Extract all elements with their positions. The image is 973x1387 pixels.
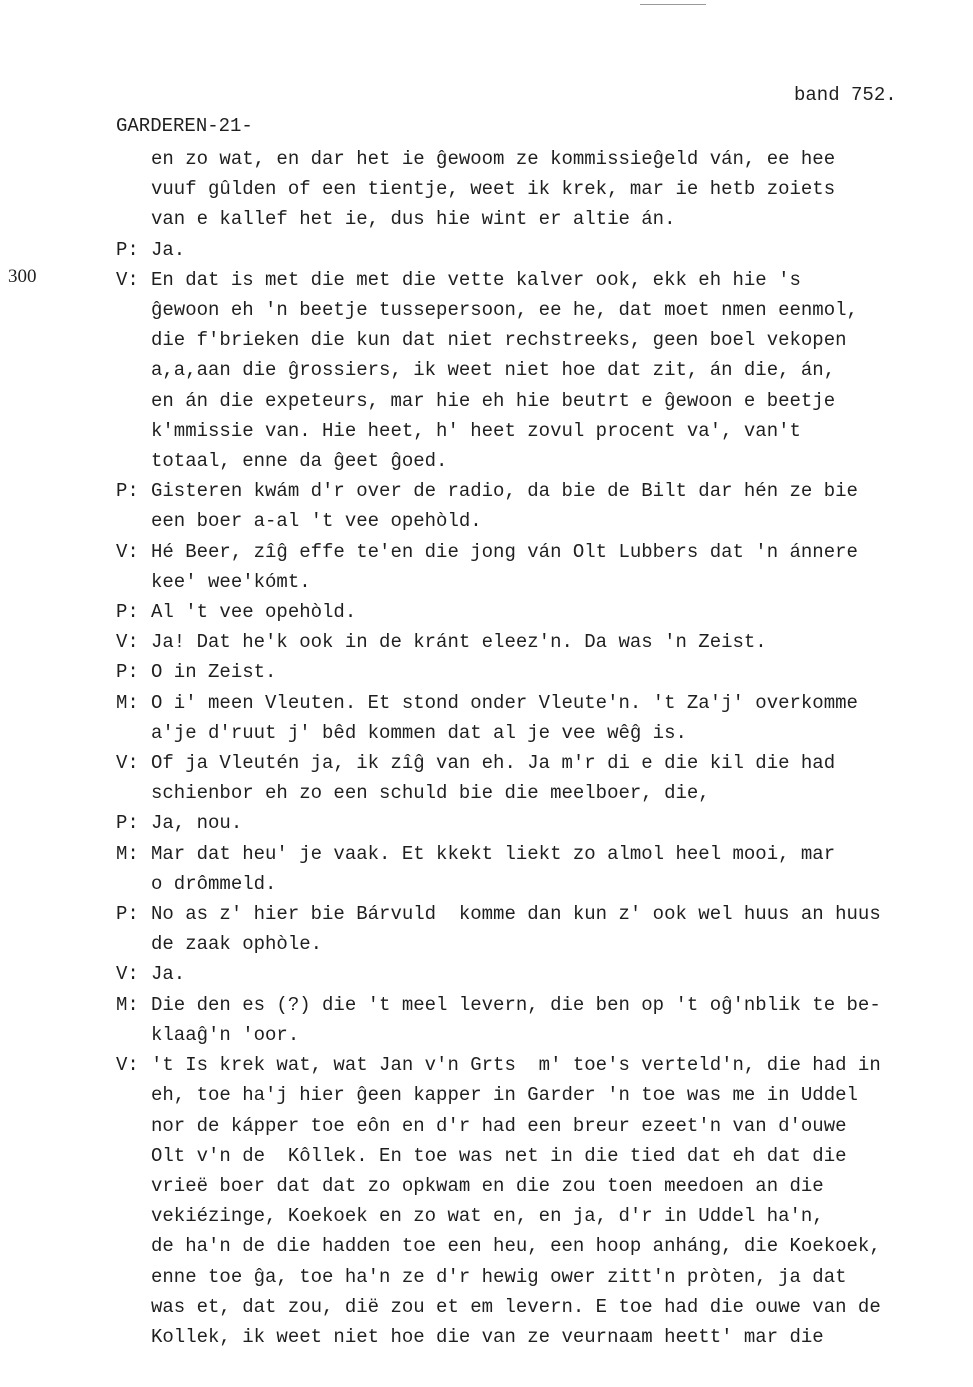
transcript-turn	[0, 537, 973, 597]
text-line: Mar dat heu' je vaak. Et kkekt liekt zo almol heel mooi, mar	[151, 842, 836, 865]
speaker-label: V:	[116, 752, 139, 775]
text-line: Ja! Dat he'k ook in de kránt eleez'n. Da was 'n Zeist.	[151, 631, 767, 654]
speaker-label: P:	[116, 480, 139, 503]
text-line: 't Is krek wat, wat Jan v'n Grts m' toe's verteld'n, die had in	[151, 1054, 881, 1077]
turn-text	[151, 235, 951, 265]
speaker-label: M:	[116, 842, 139, 865]
speaker-label: M:	[116, 691, 139, 714]
scan-mark	[640, 4, 706, 5]
text-line: kee' wee'kómt.	[151, 570, 311, 593]
turn-text	[151, 990, 951, 1050]
text-line: van e kallef het ie, dus hie wint er altie án.	[151, 208, 676, 231]
turn-text	[151, 597, 951, 627]
transcript-body	[0, 144, 973, 1352]
text-line: Kollek, ik weet niet hoe die van ze veurnaam heett' mar die	[151, 1325, 824, 1348]
speaker-label: M:	[116, 993, 139, 1016]
transcript-turn	[0, 899, 973, 959]
text-line: en án die expeteurs, mar hie eh hie beutrt e ĝewoon e beetje	[151, 389, 836, 412]
text-line: O in Zeist.	[151, 661, 277, 684]
text-line: enne toe ĝa, toe ha'n ze d'r hewig ower zitt'n pròten, ja dat	[151, 1265, 847, 1288]
speaker-label: P:	[116, 238, 139, 261]
speaker-label: P:	[116, 812, 139, 835]
transcript-turn	[0, 235, 973, 265]
text-line: schienbor eh zo een schuld bie die meelboer, die,	[151, 782, 710, 805]
transcript-turn	[0, 990, 973, 1050]
turn-text	[151, 476, 951, 536]
text-line: eh, toe ha'j hier ĝeen kapper in Garder 'n toe was me in Uddel	[151, 1084, 858, 1107]
transcript-turn	[0, 144, 973, 235]
transcript-turn	[0, 476, 973, 536]
speaker-label: P:	[116, 903, 139, 926]
transcript-turn	[0, 597, 973, 627]
text-line: vuuf gûlden of een tientje, weet ik krek, mar ie hetb zoiets	[151, 178, 836, 201]
text-line: Of ja Vleutén ja, ik zîĝ van eh. Ja m'r di e die kil die had	[151, 752, 836, 775]
speaker-label: P:	[116, 601, 139, 624]
text-line: ĝewoon eh 'n beetje tussepersoon, ee he, dat moet nmen eenmol,	[151, 299, 858, 322]
transcript-turn	[0, 657, 973, 687]
text-line: Ja, nou.	[151, 812, 243, 835]
speaker-label: V:	[116, 631, 139, 654]
turn-text	[151, 1050, 951, 1352]
turn-text	[151, 265, 951, 476]
turn-text	[151, 688, 951, 748]
text-line: Die den es (?) die 't meel levern, die ben op 't oĝ'nblik te be-	[151, 993, 881, 1016]
text-line: o drômmeld.	[151, 872, 277, 895]
text-line: vekiézinge, Koekoek en zo wat en, en ja, d'r in Uddel ha'n,	[151, 1205, 824, 1228]
turn-text	[151, 899, 951, 959]
text-line: No as z' hier bie Bárvuld komme dan kun z' ook wel huus an huus	[151, 903, 881, 926]
transcript-turn	[0, 748, 973, 808]
transcript-turn	[0, 839, 973, 899]
transcript-turn	[0, 688, 973, 748]
turn-text	[151, 839, 951, 899]
text-line: die f'brieken die kun dat niet rechstreeks, geen boel vekopen	[151, 329, 847, 352]
transcript-turn	[0, 808, 973, 838]
page-header: GARDEREN-21-	[116, 115, 253, 137]
turn-text	[151, 808, 951, 838]
turn-text	[151, 959, 951, 989]
text-line: totaal, enne da ĝeet ĝoed.	[151, 450, 448, 473]
text-line: a,a,aan die ĝrossiers, ik weet niet hoe dat zit, án die, án,	[151, 359, 836, 382]
text-line: de zaak ophòle.	[151, 933, 323, 956]
text-line: k'mmissie van. Hie heet, h' heet zovul procent va', van't	[151, 419, 801, 442]
speaker-label: V:	[116, 268, 139, 291]
text-line: O i' meen Vleuten. Et stond onder Vleute'n. 't Za'j' overkomme	[151, 691, 858, 714]
text-line: Gisteren kwám d'r over de radio, da bie de Bilt dar hén ze bie	[151, 480, 858, 503]
band-number: band 752.	[794, 84, 897, 106]
transcript-turn	[0, 1050, 973, 1352]
transcript-turn	[0, 959, 973, 989]
transcript-turn	[0, 265, 973, 476]
text-line: Olt v'n de Kôllek. En toe was net in die tied dat eh dat die	[151, 1144, 847, 1167]
speaker-label: V:	[116, 540, 139, 563]
text-line: a'je d'ruut j' bêd kommen dat al je vee wêĝ is.	[151, 721, 687, 744]
speaker-label: V:	[116, 1054, 139, 1077]
text-line: Ja.	[151, 963, 186, 986]
turn-text	[151, 748, 951, 808]
text-line: Al 't vee opehòld.	[151, 601, 357, 624]
turn-text	[151, 537, 951, 597]
margin-line-number: 300	[8, 266, 37, 287]
text-line: vrieë boer dat dat zo opkwam en die zou toen meedoen an die	[151, 1174, 824, 1197]
text-line: klaaĝ'n 'oor.	[151, 1023, 300, 1046]
text-line: en zo wat, en dar het ie ĝewoom ze kommissieĝeld ván, ee hee	[151, 148, 836, 170]
speaker-label: V:	[116, 963, 139, 986]
text-line: Ja.	[151, 238, 186, 261]
text-line: een boer a-al 't vee opehòld.	[151, 510, 482, 533]
speaker-label: P:	[116, 661, 139, 684]
text-line: de ha'n de die hadden toe een heu, een hoop anháng, die Koekoek,	[151, 1235, 881, 1258]
text-line: En dat is met die met die vette kalver ook, ekk eh hie 's	[151, 268, 801, 291]
turn-text	[151, 144, 951, 235]
transcript-turn	[0, 627, 973, 657]
text-line: nor de kápper toe eôn en d'r had een breur ezeet'n van d'ouwe	[151, 1114, 847, 1137]
text-line: was et, dat zou, dië zou et em levern. E toe had die ouwe van de	[151, 1295, 881, 1318]
turn-text	[151, 657, 951, 687]
text-line: Hé Beer, zîĝ effe te'en die jong ván Olt Lubbers dat 'n ánnere	[151, 540, 858, 563]
turn-text	[151, 627, 951, 657]
